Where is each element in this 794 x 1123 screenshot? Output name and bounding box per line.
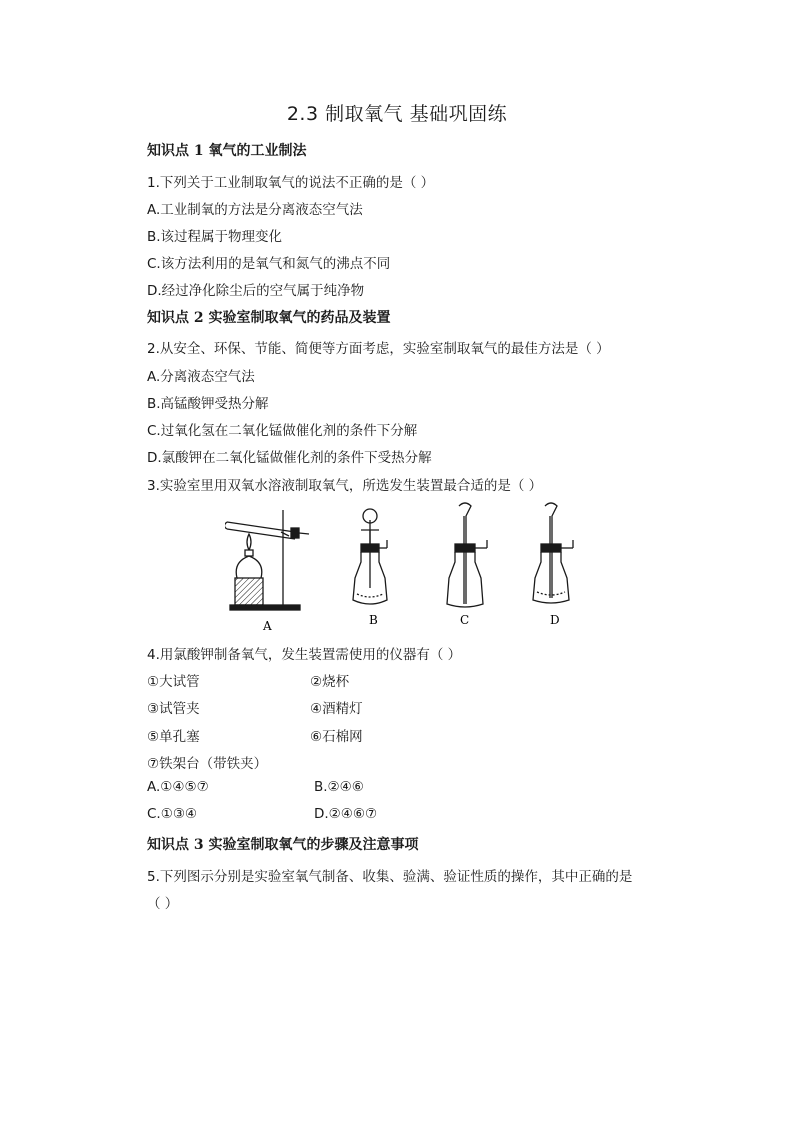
question-1-stem: 1.下列关于工业制取氧气的说法不正确的是（ ） bbox=[147, 175, 435, 191]
question-4-item: ④酒精灯 bbox=[310, 701, 363, 717]
question-1-option-a: A.工业制氧的方法是分离液态空气法 bbox=[147, 202, 363, 218]
question-2-option-c: C.过氧化氢在二氧化锰做催化剂的条件下分解 bbox=[147, 423, 418, 439]
question-4-item: ②烧杯 bbox=[310, 674, 350, 690]
apparatus-figure bbox=[225, 500, 595, 640]
question-4-option-d: D.②④⑥⑦ bbox=[314, 806, 378, 822]
question-2-option-b: B.高锰酸钾受热分解 bbox=[147, 396, 269, 412]
question-1-option-d: D.经过净化除尘后的空气属于纯净物 bbox=[147, 283, 365, 299]
section-heading-2: 知识点 2 实验室制取氧气的药品及装置 bbox=[147, 310, 391, 326]
question-4-item: ③试管夹 bbox=[147, 701, 200, 717]
apparatus-label-b: B bbox=[369, 613, 378, 627]
question-2-stem: 2.从安全、环保、节能、简便等方面考虑，实验室制取氧气的最佳方法是（ ） bbox=[147, 341, 610, 357]
question-4-item: ①大试管 bbox=[147, 674, 200, 690]
apparatus-d-funnel-flask-icon bbox=[533, 503, 573, 603]
apparatus-label-d: D bbox=[550, 613, 560, 627]
apparatus-label-a: A bbox=[263, 619, 272, 633]
page-title: 2.3 制取氧气 基础巩固练 bbox=[286, 103, 508, 125]
question-2-option-a: A.分离液态空气法 bbox=[147, 369, 255, 385]
apparatus-a-heating-icon bbox=[225, 510, 309, 610]
question-4-item: ⑤单孔塞 bbox=[147, 729, 200, 745]
question-3-stem: 3.实验室里用双氧水溶液制取氧气，所选发生装置最合适的是（ ） bbox=[147, 478, 543, 494]
question-5-stem: 5.下列图示分别是实验室氧气制备、收集、验满、验证性质的操作，其中正确的是 bbox=[147, 869, 633, 885]
section-heading-1: 知识点 1 氧气的工业制法 bbox=[147, 143, 307, 159]
question-4-item: ⑦铁架台（带铁夹） bbox=[147, 756, 268, 772]
question-5-answer-paren: （ ） bbox=[147, 896, 179, 912]
apparatus-b-funnel-flask-icon bbox=[353, 509, 387, 604]
section-heading-3: 知识点 3 实验室制取氧气的步骤及注意事项 bbox=[147, 837, 419, 853]
question-4-option-c: C.①③④ bbox=[147, 806, 198, 822]
question-1-option-c: C.该方法利用的是氧气和氮气的沸点不同 bbox=[147, 256, 391, 272]
question-4-item: ⑥石棉网 bbox=[310, 729, 363, 745]
question-4-stem: 4.用氯酸钾制备氧气，发生装置需使用的仪器有（ ） bbox=[147, 647, 462, 663]
apparatus-c-funnel-flask-icon bbox=[447, 503, 487, 607]
question-2-option-d: D.氯酸钾在二氧化锰做催化剂的条件下受热分解 bbox=[147, 450, 432, 466]
question-1-option-b: B.该过程属于物理变化 bbox=[147, 229, 283, 245]
apparatus-label-c: C bbox=[460, 613, 470, 627]
question-4-option-b: B.②④⑥ bbox=[314, 779, 364, 795]
question-4-option-a: A.①④⑤⑦ bbox=[147, 779, 209, 795]
